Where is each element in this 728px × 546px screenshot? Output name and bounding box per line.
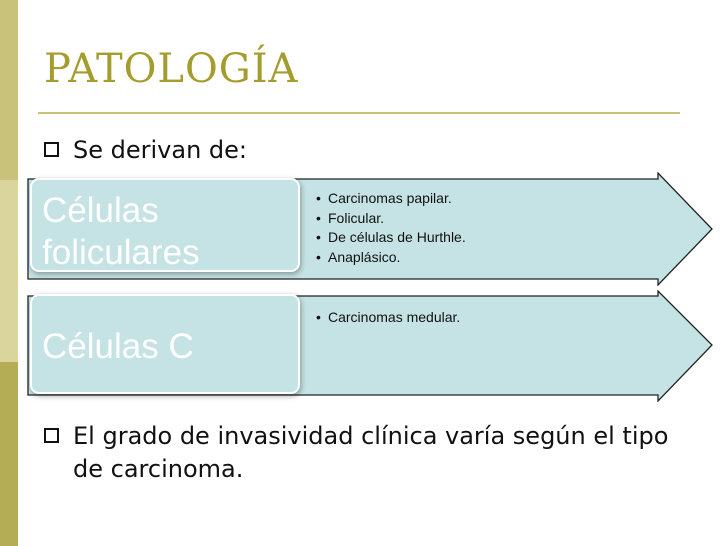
slide-title: PATOLOGÍA: [44, 46, 299, 92]
item-list: [316, 189, 466, 267]
sidebar-segment-middle: [0, 180, 18, 362]
list-item: • Carcinomas medular.: [316, 308, 460, 328]
bullet-conclusion: [44, 420, 684, 486]
bullet-intro: [44, 134, 247, 167]
diagram-row-c-cells: [26, 290, 716, 402]
title-divider: [38, 112, 680, 114]
square-bullet-icon: [44, 428, 59, 443]
list-item: • Carcinomas papilar.: [316, 189, 466, 209]
list-item: • De células de Hurthle.: [316, 228, 466, 248]
item-list: [316, 308, 460, 328]
sidebar-segment-top: [0, 0, 18, 180]
label-card: Células foliculares: [30, 178, 300, 272]
diagram-row-follicular: [26, 172, 716, 286]
list-item: • Anaplásico.: [316, 248, 466, 268]
list-item: • Folicular.: [316, 209, 466, 229]
label-card: Células C: [30, 294, 300, 394]
square-bullet-icon: [44, 142, 59, 157]
bullet-conclusion-text: El grado de invasividad clínica varía según el tipo de carcinoma.: [73, 422, 669, 483]
bullet-intro-text: Se derivan de:: [73, 136, 247, 164]
sidebar-segment-bottom: [0, 362, 18, 546]
